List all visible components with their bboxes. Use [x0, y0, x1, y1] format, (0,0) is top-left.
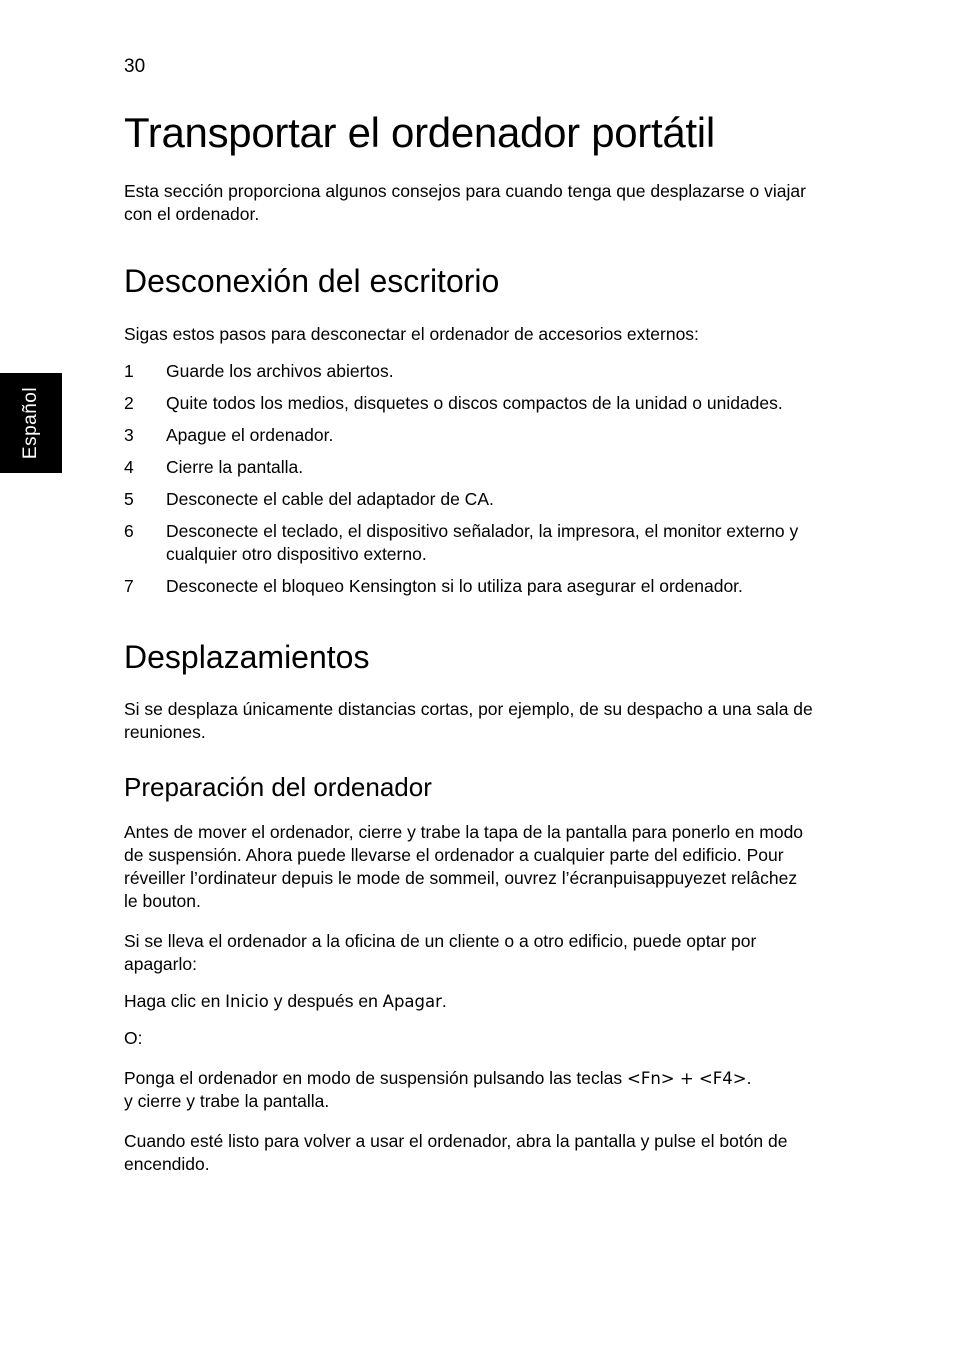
paragraph-suspension: Antes de mover el ordenador, cierre y trabe la tapa de la pantalla para ponerlo en modo de suspensión. Ahora puede llevarse el ordenador a cualquier parte del edificio. Pour réveiller l’ordinateur depuis le mode de sommeil, ouvrez l’écranpuisappuyezet relâchez le bouton.: [124, 822, 804, 912]
language-tab: [0, 373, 62, 473]
instruction-text: .: [441, 991, 447, 1012]
paragraph-resume: Cuando esté listo para volver a usar el ordenador, abra la pantalla y pulse el botón de encendido.: [124, 1131, 788, 1175]
section-paragraph: Si se desplaza únicamente distancias cortas, por ejemplo, de su despacho a una sala de reuniones.: [124, 699, 813, 743]
step-number: 4: [124, 456, 134, 477]
paragraph-keys: [124, 1067, 814, 1113]
step-text: Quite todos los medios, disquetes o discos compactos de la unidad o unidades.: [166, 392, 783, 413]
list-item: [124, 575, 814, 598]
step-number: 6: [124, 520, 134, 541]
inicio-ui-label: Inicio: [225, 992, 269, 1012]
instruction-text: y después en: [268, 991, 383, 1012]
page-title: Transportar el ordenador portátil: [124, 109, 715, 156]
subsection-heading-preparacion: Preparación del ordenador: [124, 772, 432, 803]
list-item: [124, 424, 814, 447]
step-number: 5: [124, 488, 134, 509]
list-item: [124, 520, 814, 566]
page-content: [124, 108, 814, 1190]
list-item: [124, 488, 814, 511]
section-heading-desconexion: Desconexión del escritorio: [124, 263, 500, 300]
section-heading-desplazamientos: Desplazamientos: [124, 638, 370, 675]
page-number: 30: [124, 56, 146, 77]
step-text: Cierre la pantalla.: [166, 456, 304, 477]
paragraph-apagar: Si se lleva el ordenador a la oficina de un cliente o a otro edificio, puede optar por apagarlo:: [124, 931, 757, 975]
list-item: [124, 456, 814, 479]
paragraph-instruction: [124, 990, 814, 1013]
steps-list: [124, 360, 814, 598]
instruction-text: Haga clic en: [124, 991, 226, 1012]
step-text: Desconecte el bloqueo Kensington si lo utiliza para asegurar el ordenador.: [166, 575, 743, 596]
key-combination: <Fn> + <F4>: [627, 1069, 747, 1089]
list-item: [124, 392, 814, 415]
step-number: 2: [124, 392, 134, 413]
intro-paragraph: Esta sección proporciona algunos consejos para cuando tenga que desplazarse o viajar con el ordenador.: [124, 181, 806, 225]
step-number: 7: [124, 575, 134, 596]
list-item: [124, 360, 814, 383]
keys-text: Ponga el ordenador en modo de suspensión pulsando las teclas: [124, 1068, 627, 1089]
step-number: 3: [124, 424, 134, 445]
step-text: Desconecte el teclado, el dispositivo señalador, la impresora, el monitor externo y cualquier otro dispositivo externo.: [166, 520, 799, 564]
section-lead: Sigas estos pasos para desconectar el ordenador de accesorios externos:: [124, 323, 699, 344]
step-text: Apague el ordenador.: [166, 424, 334, 445]
apagar-ui-label: Apagar: [382, 992, 442, 1012]
step-text: Desconecte el cable del adaptador de CA.: [166, 488, 494, 509]
step-number: 1: [124, 360, 134, 381]
keys-text: y cierre y trabe la pantalla.: [124, 1091, 330, 1112]
language-tab-label: Español: [20, 386, 42, 460]
paragraph-or: O:: [124, 1028, 143, 1049]
step-text: Guarde los archivos abiertos.: [166, 360, 394, 381]
keys-text: .: [746, 1068, 752, 1089]
